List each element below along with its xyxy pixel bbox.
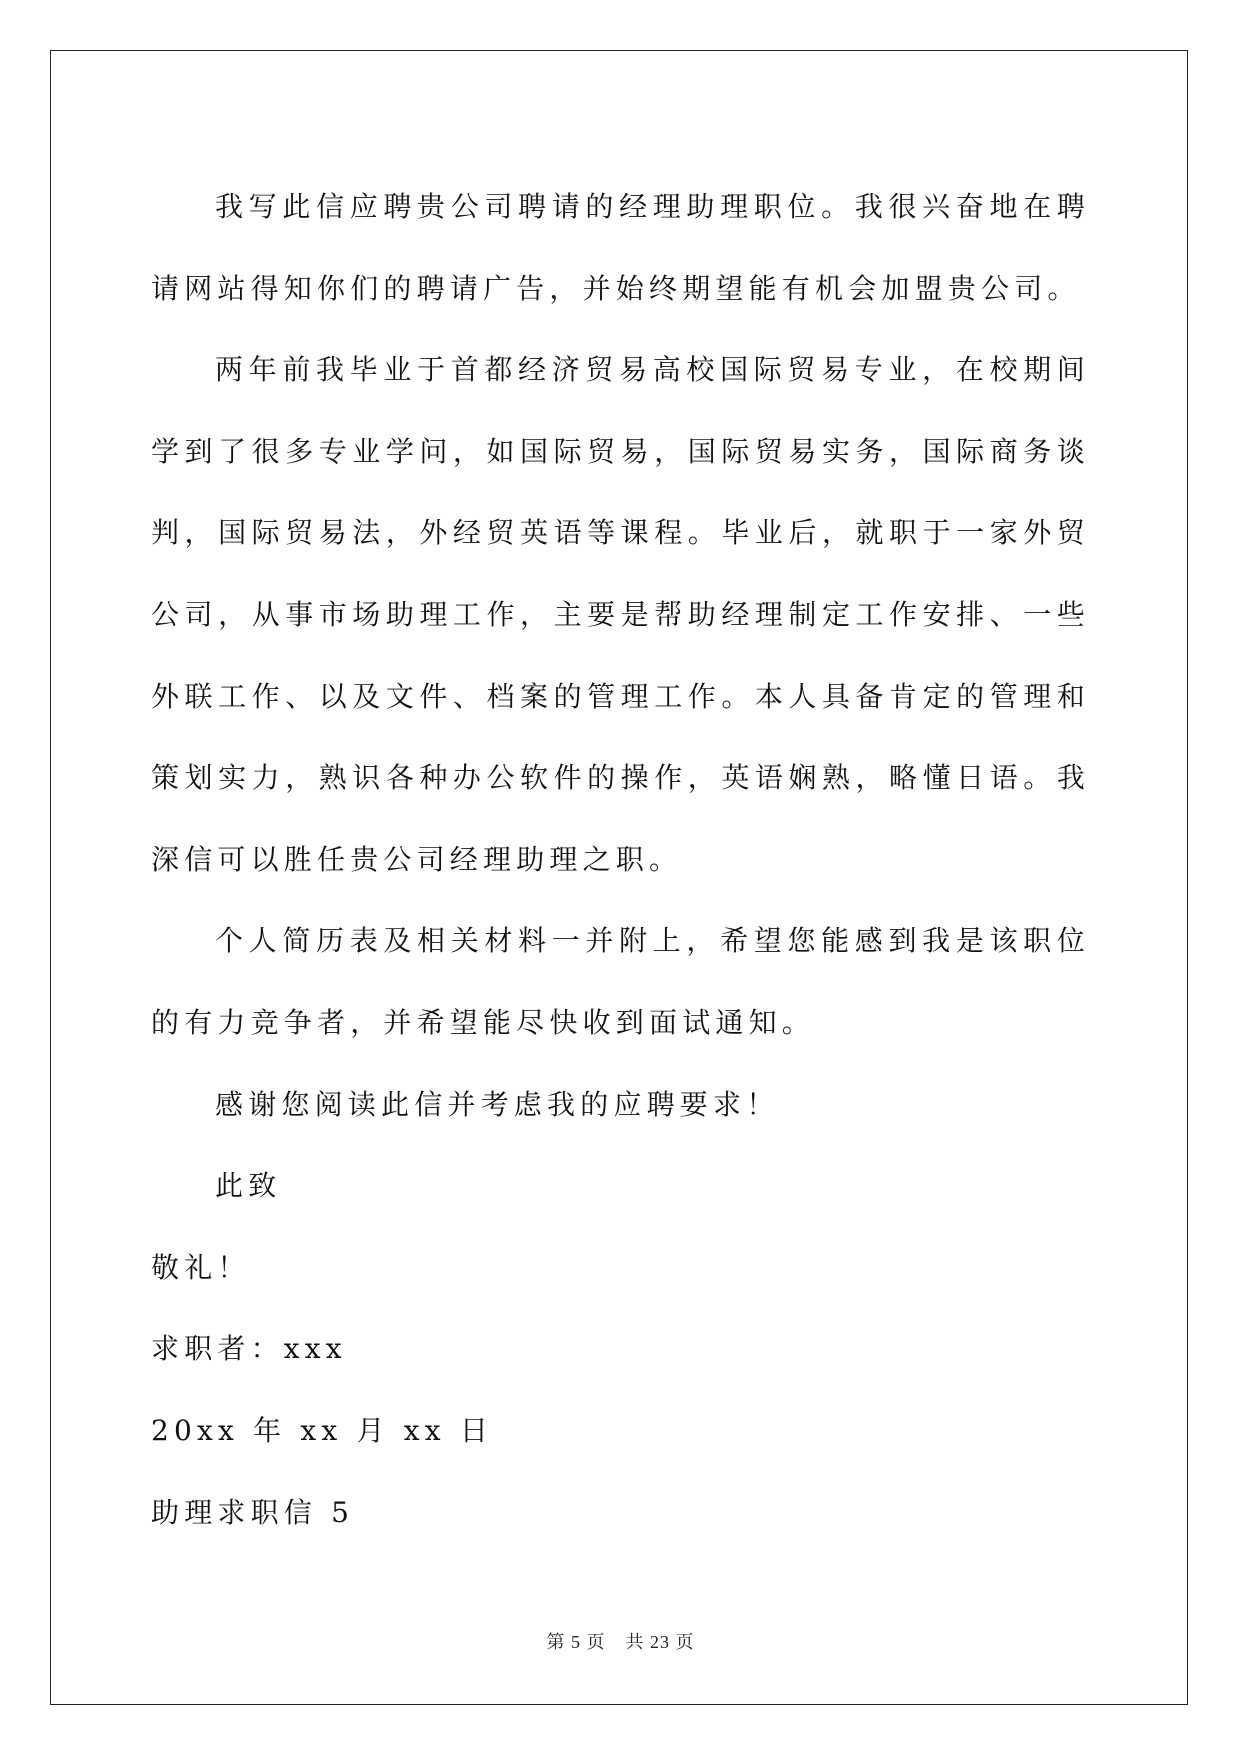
page-footer (0, 1628, 1241, 1654)
page-number: 第 5 页 (546, 1632, 606, 1652)
letter-body (151, 166, 1090, 1553)
next-section-title: 助理求职信 5 (151, 1495, 355, 1529)
salutation-cizhi: 此致 (215, 1169, 282, 1203)
paragraph-thanks: 感谢您阅读此信并考虑我的应聘要求！ (215, 1087, 780, 1121)
page-total: 共 23 页 (625, 1632, 695, 1652)
paragraph-intro: 我写此信应聘贵公司聘请的经理助理职位。我很兴奋地在聘请网站得知你们的聘请广告，并始终期望能有机会加盟贵公司。 (151, 190, 1090, 305)
signer-line: 求职者：xxx (151, 1332, 347, 1366)
paragraph-attachments: 个人简历表及相关材料一并附上，希望您能感到我是该职位的有力竞争者，并希望能尽快收到面试通知。 (151, 924, 1090, 1039)
date-line: 20xx 年 xx 月 xx 日 (151, 1413, 494, 1447)
paragraph-background: 两年前我毕业于首都经济贸易高校国际贸易专业，在校期间学到了很多专业学问，如国际贸易，国际贸易实务，国际商务谈判，国际贸易法，外经贸英语等课程。毕业后，就职于一家外贸公司，从事市场助理工作，主要是帮助经理制定工作安排、一些外联工作、以及文件、档案的管理工作。本人具备肯定的管理和策划实力，熟识各种办公软件的操作，英语娴熟，略懂日语。我深信可以胜任贵公司经理助理之职。 (151, 353, 1090, 876)
closing-jingli: 敬礼！ (151, 1250, 251, 1284)
